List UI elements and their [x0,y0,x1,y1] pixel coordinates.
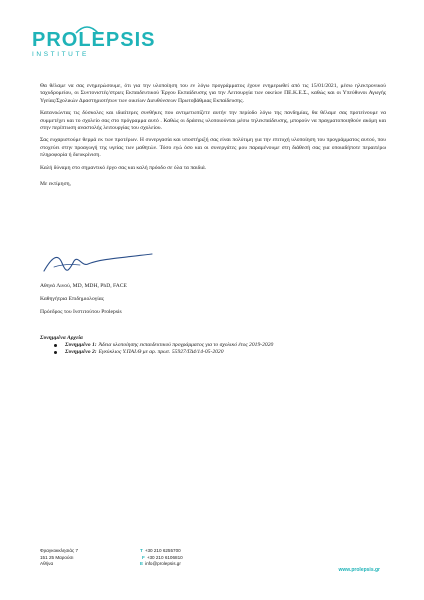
fax-label: F [142,554,145,560]
letter-body [40,83,386,193]
bullet-icon [54,344,57,347]
attachments-title: Συνημμένα Αρχεία [40,335,84,341]
paragraph: Καλή δύναμη στο σημαντικό έργο σας και καλή πρόοδο σε όλα τα παιδιά. [40,164,207,171]
paragraph: Σας ευχαριστούμε θερμά εκ των προτέρων. Η συνεργασία και υποστήριξή σας είναι πολύτιμη για την επιτυχή υλοποίηση του προγράμματος αυτού, που στοχεύει στην προαγωγή της υγείας των μαθητών. Τόσο εγώ όσο και οι συνεργάτες μου παραμένουμε στη διάθεσή σας για οποιαδήποτε περαιτέρω πληροφορία ή διευκρίνιση. [40,137,386,159]
email-label: E [140,561,144,567]
fax-number: +30 210 6106810 [146,554,183,560]
address-line: 151 25 Μαρούσι [40,554,74,560]
address-line: Φραγκοκκλησιάς 7 [40,548,79,553]
attachment-label: Συνημμένο 2: [65,349,97,356]
phone-label: T [140,548,143,553]
footer-contacts [140,548,183,568]
email-link[interactable]: info@prolepsis.gr [145,561,181,567]
attachment-text: Εγκύκλιος Υ.ΠΑΙ.Θ με αρ. πρωτ. 55927/ΓΔ4/14-05-2020 [98,349,224,356]
paragraph: Θα θέλαμε να σας ενημερώσουμε, ότι για την υλοποίηση του εν λόγω προγράμματος έχουν ενημερωθεί από τις 15/01/2021, μέσω ηλεκτρονικού ταχυδρομείου, οι Συντονιστές/στριες Εκπαιδευτικού Έργου Εκπαίδευσης για την Λειτουργία των οικείων ΠΕ.Κ.Ε.Σ., καθώς και οι Υπεύθυνοι Αγωγής Υγείας/Σχολικών Δραστηριοτήτων των οικείων Διευθύνσεων Πρωτοβάθμιας Εκπαίδευσης. [40,83,386,104]
bullet-icon [54,351,57,354]
letter-footer [40,548,386,578]
paragraph: Κατανοώντας τις δύσκολες και ιδιαίτερες συνθήκες που αντιμετωπίζετε αυτήν την περίοδο λόγω της πανδημίας, θα θέλαμε σας προτείνουμε να συμμετέχει και το σχολείο σας στο πρόγραμμα αυτό . Καθώς οι δράσεις υλοποιούνται μέσω τηλεκπαίδευσης, μπορούν να πραγματοποιηθούν ακόμη και στην περίπτωση αναστολής λειτουργίας του σχολείου. [40,110,386,132]
prolepsis-logo [32,30,155,58]
attachments-section [40,335,380,356]
signer-role: Καθηγήτρια Επιδημιολογίας [40,296,104,302]
attachment-text: Άδεια υλοποίησης εκπαιδευτικού προγράμματος για το σχολικό έτος 2019-2020 [98,342,274,348]
logo-subtitle: INSTITUTE [32,51,89,58]
address-line: Αθήνα [40,561,54,567]
attachment-item[interactable] [54,349,380,356]
attachment-label: Συνημμένο 1: [65,342,97,348]
attachment-item[interactable] [54,342,380,349]
signer-position: Πρόεδρος του Ινστιτούτου Prolepsis [40,309,122,315]
website-link[interactable]: www.prolepsis.gr [338,567,380,573]
footer-address [40,548,78,568]
signer-block [40,283,280,322]
handwritten-signature [40,247,160,277]
phone-number[interactable]: +30 210 6255700 [144,548,181,553]
signer-name: Αθηνά Λινού, MD, MDH, PhD, FACE [40,283,127,289]
closing: Με εκτίμηση, [40,181,71,188]
logo-wordmark: PROLEPSIS [32,29,156,51]
